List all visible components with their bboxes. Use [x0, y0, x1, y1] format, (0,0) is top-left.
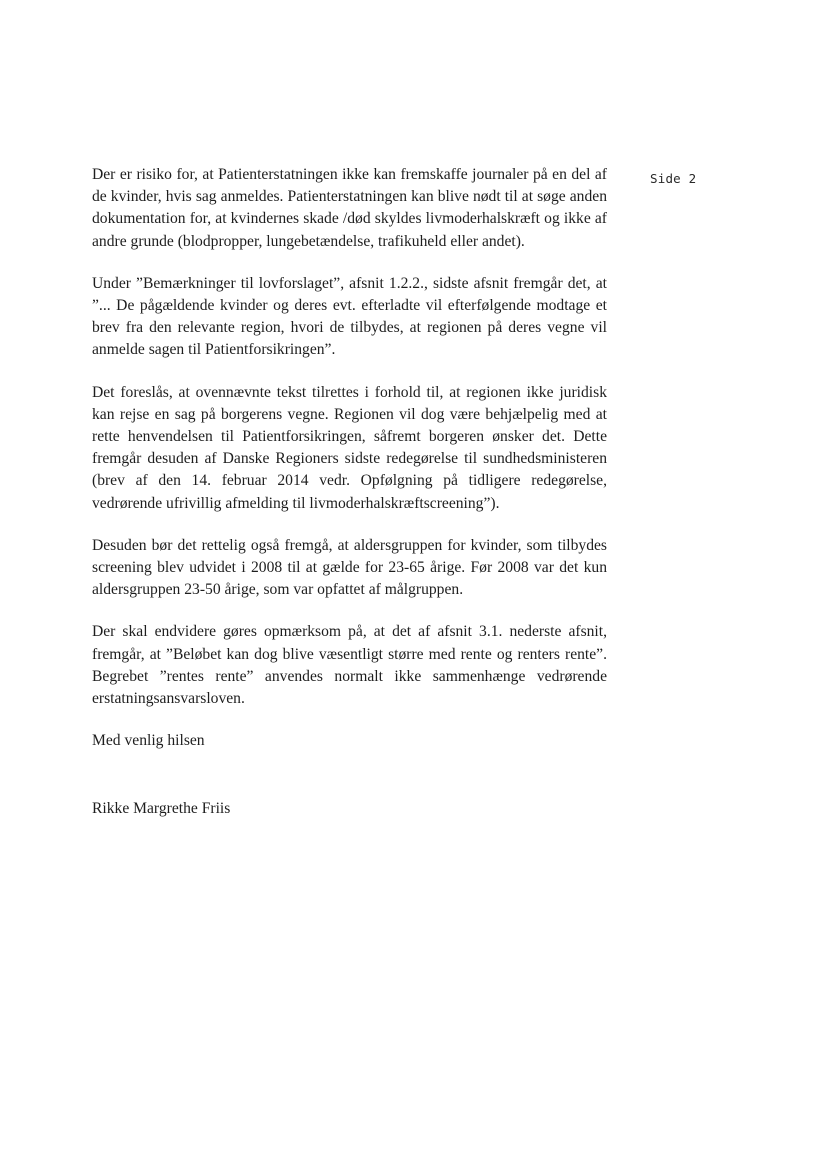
page-number: Side 2: [650, 171, 697, 186]
letter-body: [92, 164, 607, 821]
closing-greeting: Med venlig hilsen: [92, 732, 205, 750]
paragraph-interest: Der skal endvidere gøres opmærksom på, at det af afsnit 3.1. nederste afsnit, fremgår, at ”Beløbet kan dog blive væsentligt større med rente og renters rente”. Begrebet ”rentes rente” anvendes normalt ikke sammenhænge vedrørende erstatningsansvarsloven.: [92, 623, 607, 708]
paragraph-age-group: Desuden bør det rettelig også fremgå, at aldersgruppen for kvinder, som tilbydes screening blev udvidet i 2008 til at gælde for 23-65 årige. Før 2008 var det kun aldersgruppen 23-50 årige, som var opfattet af målgruppen.: [92, 536, 607, 599]
paragraph-proposed-change: Det foreslås, at ovennævnte tekst tilrettes i forhold til, at regionen ikke juridisk kan rejse en sag på borgerens vegne. Regionen vil dog være behjælpelig med at rette henvendelsen til Patientforsikringen, såfremt borgeren ønsker det. Dette fremgår desuden af Danske Regioners sidste redegørelse til sundhedsministeren (brev af den 14. februar 2014 vedr. Opfølgning på tidligere redegørelse, vedrørende ufrivillig afmelding til livmoderhalskræftscreening”).: [92, 383, 607, 512]
signature-name: Rikke Margrethe Friis: [92, 800, 231, 818]
paragraph-bill-remarks: Under ”Bemærkninger til lovforslaget”, afsnit 1.2.2., sidste afsnit fremgår det, at ”... De pågældende kvinder og deres evt. efterladte vil efterfølgende modtage et brev fra den relevante region, hvori de tilbydes, at regionen på deres vegne vil anmelde sagen til Patientforsikringen”.: [92, 274, 607, 359]
paragraph-journal-risk: Der er risiko for, at Patienterstatningen ikke kan fremskaffe journaler på en del af de kvinder, hvis sag anmeldes. Patienterstatningen kan blive nødt til at søge anden dokumentation for, at kvindernes skade /død skyldes livmoderhalskræft og ikke af andre grunde (blodpropper, lungebetændelse, trafikuheld eller andet).: [92, 166, 607, 250]
